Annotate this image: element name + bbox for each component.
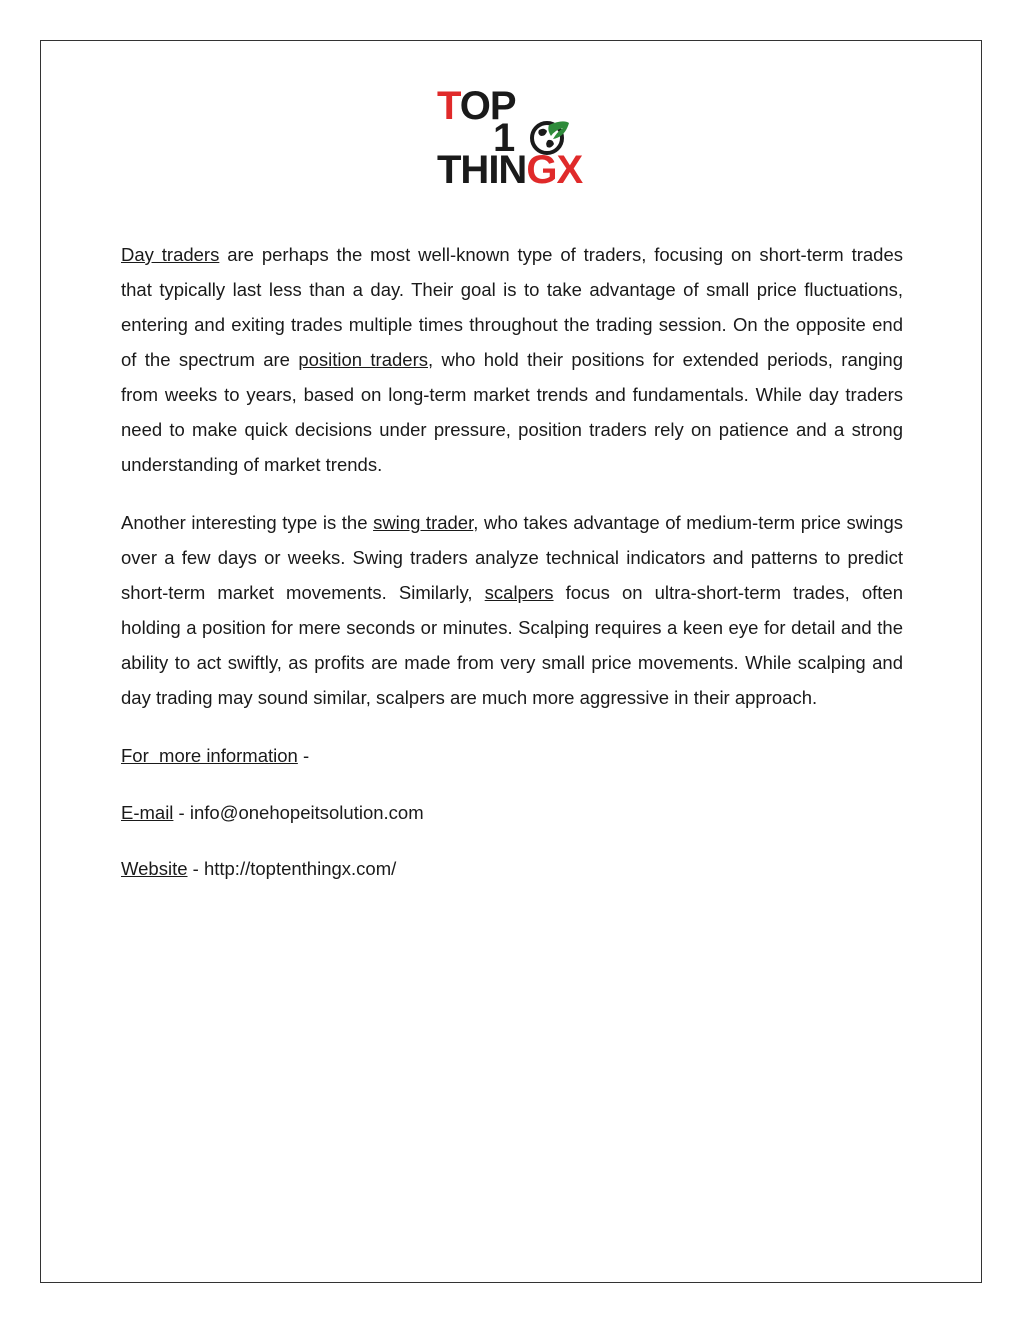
keyword-scalpers: scalpers — [484, 582, 554, 603]
logo-digit-one: 1 — [493, 116, 515, 160]
more-information-separator: - — [297, 745, 310, 766]
top10thingx-logo — [435, 86, 595, 198]
paragraph-swing-scalpers — [121, 505, 903, 715]
logo-letters-gx: GX — [526, 148, 583, 192]
logo-letters-op: OP — [459, 84, 516, 128]
paragraph1-text-a: are perhaps the most well-known type of traders, focusing on short-term trades that typically last less than a day. Their goal is to take advantage of small price fluctuations, entering and exiting trades multiple times throughout the trading session. On the opposite end of the spectrum are — [121, 244, 904, 370]
email-separator: - — [173, 802, 190, 823]
email-address[interactable]: info@onehopeitsolution.com — [189, 802, 424, 823]
paragraph-trader-types — [121, 237, 903, 482]
more-information-label: For more information — [121, 745, 298, 766]
keyword-day-traders: Day traders — [121, 244, 220, 265]
keyword-position-traders: position traders — [298, 349, 428, 370]
paragraph2-text-b: focus on ultra-short-term trades, often holding a position for mere seconds or minutes. Scalping requires a keen eye for detail and the ability to act swiftly, as profits are made from very small price movements. While scalping and day trading may sound similar, scalpers are much more aggressive in their approach. — [121, 582, 903, 708]
paragraph2-text-intro: Another interesting type is the — [121, 512, 374, 533]
logo-letters-thin: THIN — [437, 148, 527, 192]
email-line — [121, 795, 903, 830]
website-label: Website — [121, 858, 188, 879]
more-information-line — [121, 738, 903, 773]
paragraph1-text-b: , who hold their positions for extended periods, ranging from weeks to years, based on long-term market trends and fundamentals. While day traders need to make quick decisions under pressure, position traders rely on patience and a strong understanding of market trends. — [121, 349, 903, 475]
website-separator: - — [187, 858, 204, 879]
keyword-swing-trader: swing trader — [373, 512, 474, 533]
logo-row-bottom — [437, 150, 582, 190]
website-url[interactable]: http://toptenthingx.com/ — [203, 858, 397, 879]
spacer — [121, 830, 903, 851]
document-body — [121, 237, 903, 886]
spacer — [121, 773, 903, 795]
email-label: E-mail — [121, 802, 174, 823]
website-line — [121, 851, 903, 886]
logo-letter-t: T — [437, 84, 460, 128]
paragraph2-text-a: , who takes advantage of medium-term price swings over a few days or weeks. Swing traders analyze technical indicators and patterns to predict short-term market movements. Similarly, — [121, 512, 903, 603]
